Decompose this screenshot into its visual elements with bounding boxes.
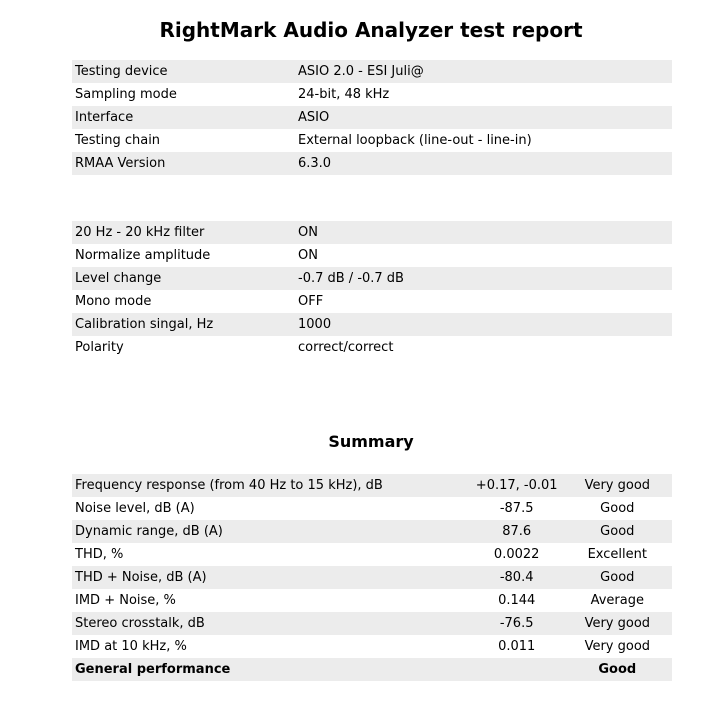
metric-rating: Excellent (587, 547, 647, 562)
metric-label: Stereo crosstalk, dB (75, 616, 205, 631)
row-value: External loopback (line-out - line-in) (298, 133, 532, 148)
row-label: 20 Hz - 20 kHz filter (75, 225, 205, 240)
metric-label: Frequency response (from 40 Hz to 15 kHz), dB (75, 478, 383, 493)
table-row (72, 566, 672, 589)
metric-label: IMD at 10 kHz, % (75, 639, 187, 654)
metric-value: 0.144 (498, 593, 536, 608)
table-row (72, 129, 672, 152)
row-label: Calibration singal, Hz (75, 317, 214, 332)
metric-label: THD, % (75, 547, 124, 562)
general-performance-label: General performance (75, 662, 231, 677)
row-label: Level change (75, 271, 162, 286)
metric-rating: Very good (584, 639, 651, 654)
metric-value: 0.011 (498, 639, 536, 654)
row-value: ASIO (298, 110, 330, 125)
table-row (72, 152, 672, 175)
metric-label: THD + Noise, dB (A) (75, 570, 207, 585)
metric-value: 0.0022 (493, 547, 540, 562)
summary-table (72, 474, 672, 681)
table-row (72, 267, 672, 290)
row-value: OFF (298, 294, 324, 309)
table-row (72, 635, 672, 658)
metric-value: -80.4 (499, 570, 534, 585)
metric-value: +0.17, -0.01 (475, 478, 558, 493)
table-row (72, 244, 672, 267)
table-row (72, 520, 672, 543)
row-value: 1000 (298, 317, 332, 332)
table-row (72, 474, 672, 497)
row-label: Testing device (75, 64, 168, 79)
table-row (72, 106, 672, 129)
row-label: Polarity (75, 340, 124, 355)
metric-value: -76.5 (499, 616, 534, 631)
metric-value: -87.5 (499, 501, 534, 516)
device-info-table (72, 60, 672, 175)
settings-table (72, 221, 672, 359)
metric-label: Dynamic range, dB (A) (75, 524, 223, 539)
metric-label: Noise level, dB (A) (75, 501, 195, 516)
metric-rating: Very good (584, 616, 651, 631)
report-title: RightMark Audio Analyzer test report (159, 18, 583, 42)
general-performance-row (72, 658, 672, 681)
table-row (72, 497, 672, 520)
row-label: Interface (75, 110, 134, 125)
table-row (72, 60, 672, 83)
row-value: 24-bit, 48 kHz (298, 87, 390, 102)
table-row (72, 221, 672, 244)
table-row (72, 612, 672, 635)
row-label: RMAA Version (75, 156, 166, 171)
row-label: Mono mode (75, 294, 152, 309)
table-row (72, 313, 672, 336)
metric-rating: Good (600, 570, 635, 585)
row-label: Normalize amplitude (75, 248, 211, 263)
metric-value: 87.6 (502, 524, 532, 539)
row-value: ASIO 2.0 - ESI Juli@ (298, 64, 424, 79)
table-row (72, 83, 672, 106)
row-label: Testing chain (75, 133, 161, 148)
summary-heading: Summary (328, 432, 414, 451)
row-value: -0.7 dB / -0.7 dB (298, 271, 404, 286)
row-value: ON (298, 225, 318, 240)
row-value: correct/correct (298, 340, 394, 355)
row-value: ON (298, 248, 318, 263)
metric-rating: Good (600, 524, 635, 539)
row-value: 6.3.0 (298, 156, 332, 171)
table-row (72, 290, 672, 313)
table-row (72, 589, 672, 612)
table-row (72, 543, 672, 566)
general-performance-rating: Good (598, 662, 637, 677)
table-row (72, 336, 672, 359)
metric-rating: Average (590, 593, 644, 608)
metric-rating: Good (600, 501, 635, 516)
metric-rating: Very good (584, 478, 651, 493)
general-performance-value (471, 658, 563, 681)
metric-label: IMD + Noise, % (75, 593, 176, 608)
row-label: Sampling mode (75, 87, 177, 102)
